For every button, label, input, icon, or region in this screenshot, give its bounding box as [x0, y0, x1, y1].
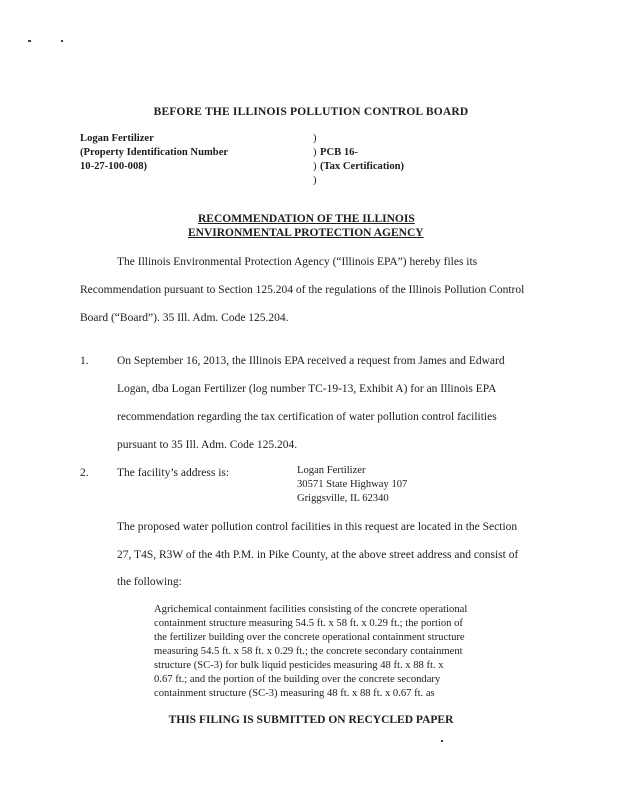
paragraph-line: the following:	[117, 576, 182, 588]
block-line: containment structure measuring 54.5 ft. x 58 ft. x 0.29 ft.; the portion of	[154, 618, 463, 629]
paragraph-number: 2.	[80, 467, 89, 479]
intro-line: Board (“Board”). 35 Ill. Adm. Code 125.204.	[80, 312, 289, 324]
caption-case-type: (Tax Certification)	[320, 161, 405, 172]
block-line: containment structure (SC-3) measuring 48 ft. x 88 ft. x 0.67 ft. as	[154, 688, 435, 699]
scan-speck	[441, 740, 443, 742]
paragraph-line: 27, T4S, R3W of the 4th P.M. in Pike County, at the above street address and consist of	[117, 549, 519, 561]
paragraph-number: 1.	[80, 355, 89, 367]
paragraph-line: recommendation regarding the tax certification of water pollution control facilities	[117, 411, 497, 423]
block-line: measuring 54.5 ft. x 58 ft. x 0.29 ft.; the concrete secondary containment	[154, 646, 463, 657]
block-line: structure (SC-3) for bulk liquid pesticides measuring 48 ft. x 88 ft. x	[154, 660, 444, 671]
block-line: Agrichemical containment facilities consisting of the concrete operational	[154, 604, 468, 615]
facility-address-line: 30571 State Highway 107	[297, 479, 408, 490]
block-line: 0.67 ft.; and the portion of the building over the concrete secondary	[154, 674, 441, 685]
caption-paren: )	[313, 161, 317, 172]
document-title-line1: RECOMMENDATION OF THE ILLINOIS	[198, 213, 415, 225]
paragraph-line: Logan, dba Logan Fertilizer (log number TC-19-13, Exhibit A) for an Illinois EPA	[117, 383, 497, 395]
paragraph-line: The proposed water pollution control facilities in this request are located in the Section	[117, 521, 518, 533]
caption-case-number: PCB 16-	[320, 147, 358, 158]
intro-line: The Illinois Environmental Protection Agency (“Illinois EPA”) hereby files its	[117, 256, 478, 268]
facility-address-line: Griggsville, IL 62340	[297, 493, 389, 504]
intro-line: Recommendation pursuant to Section 125.204 of the regulations of the Illinois Pollution Control	[80, 284, 525, 296]
caption-paren: )	[313, 147, 317, 158]
recycled-paper-footer: THIS FILING IS SUBMITTED ON RECYCLED PAPER	[168, 714, 454, 726]
block-line: the fertilizer building over the concrete operational containment structure	[154, 632, 465, 643]
scan-speck	[28, 40, 31, 42]
board-header: BEFORE THE ILLINOIS POLLUTION CONTROL BOARD	[153, 106, 469, 118]
facility-address-label: The facility’s address is:	[117, 467, 230, 479]
facility-address-line: Logan Fertilizer	[297, 465, 366, 476]
document-title-line2: ENVIRONMENTAL PROTECTION AGENCY	[188, 227, 424, 239]
paragraph-line: On September 16, 2013, the Illinois EPA received a request from James and Edward	[117, 355, 505, 367]
caption-paren: )	[313, 133, 317, 144]
scan-speck	[61, 40, 63, 42]
caption-property-id-label: (Property Identification Number	[80, 147, 229, 158]
caption-paren: )	[313, 175, 317, 186]
caption-property-id-number: 10-27-100-008)	[80, 161, 148, 172]
caption-party-name: Logan Fertilizer	[80, 133, 154, 144]
paragraph-line: pursuant to 35 Ill. Adm. Code 125.204.	[117, 439, 298, 451]
